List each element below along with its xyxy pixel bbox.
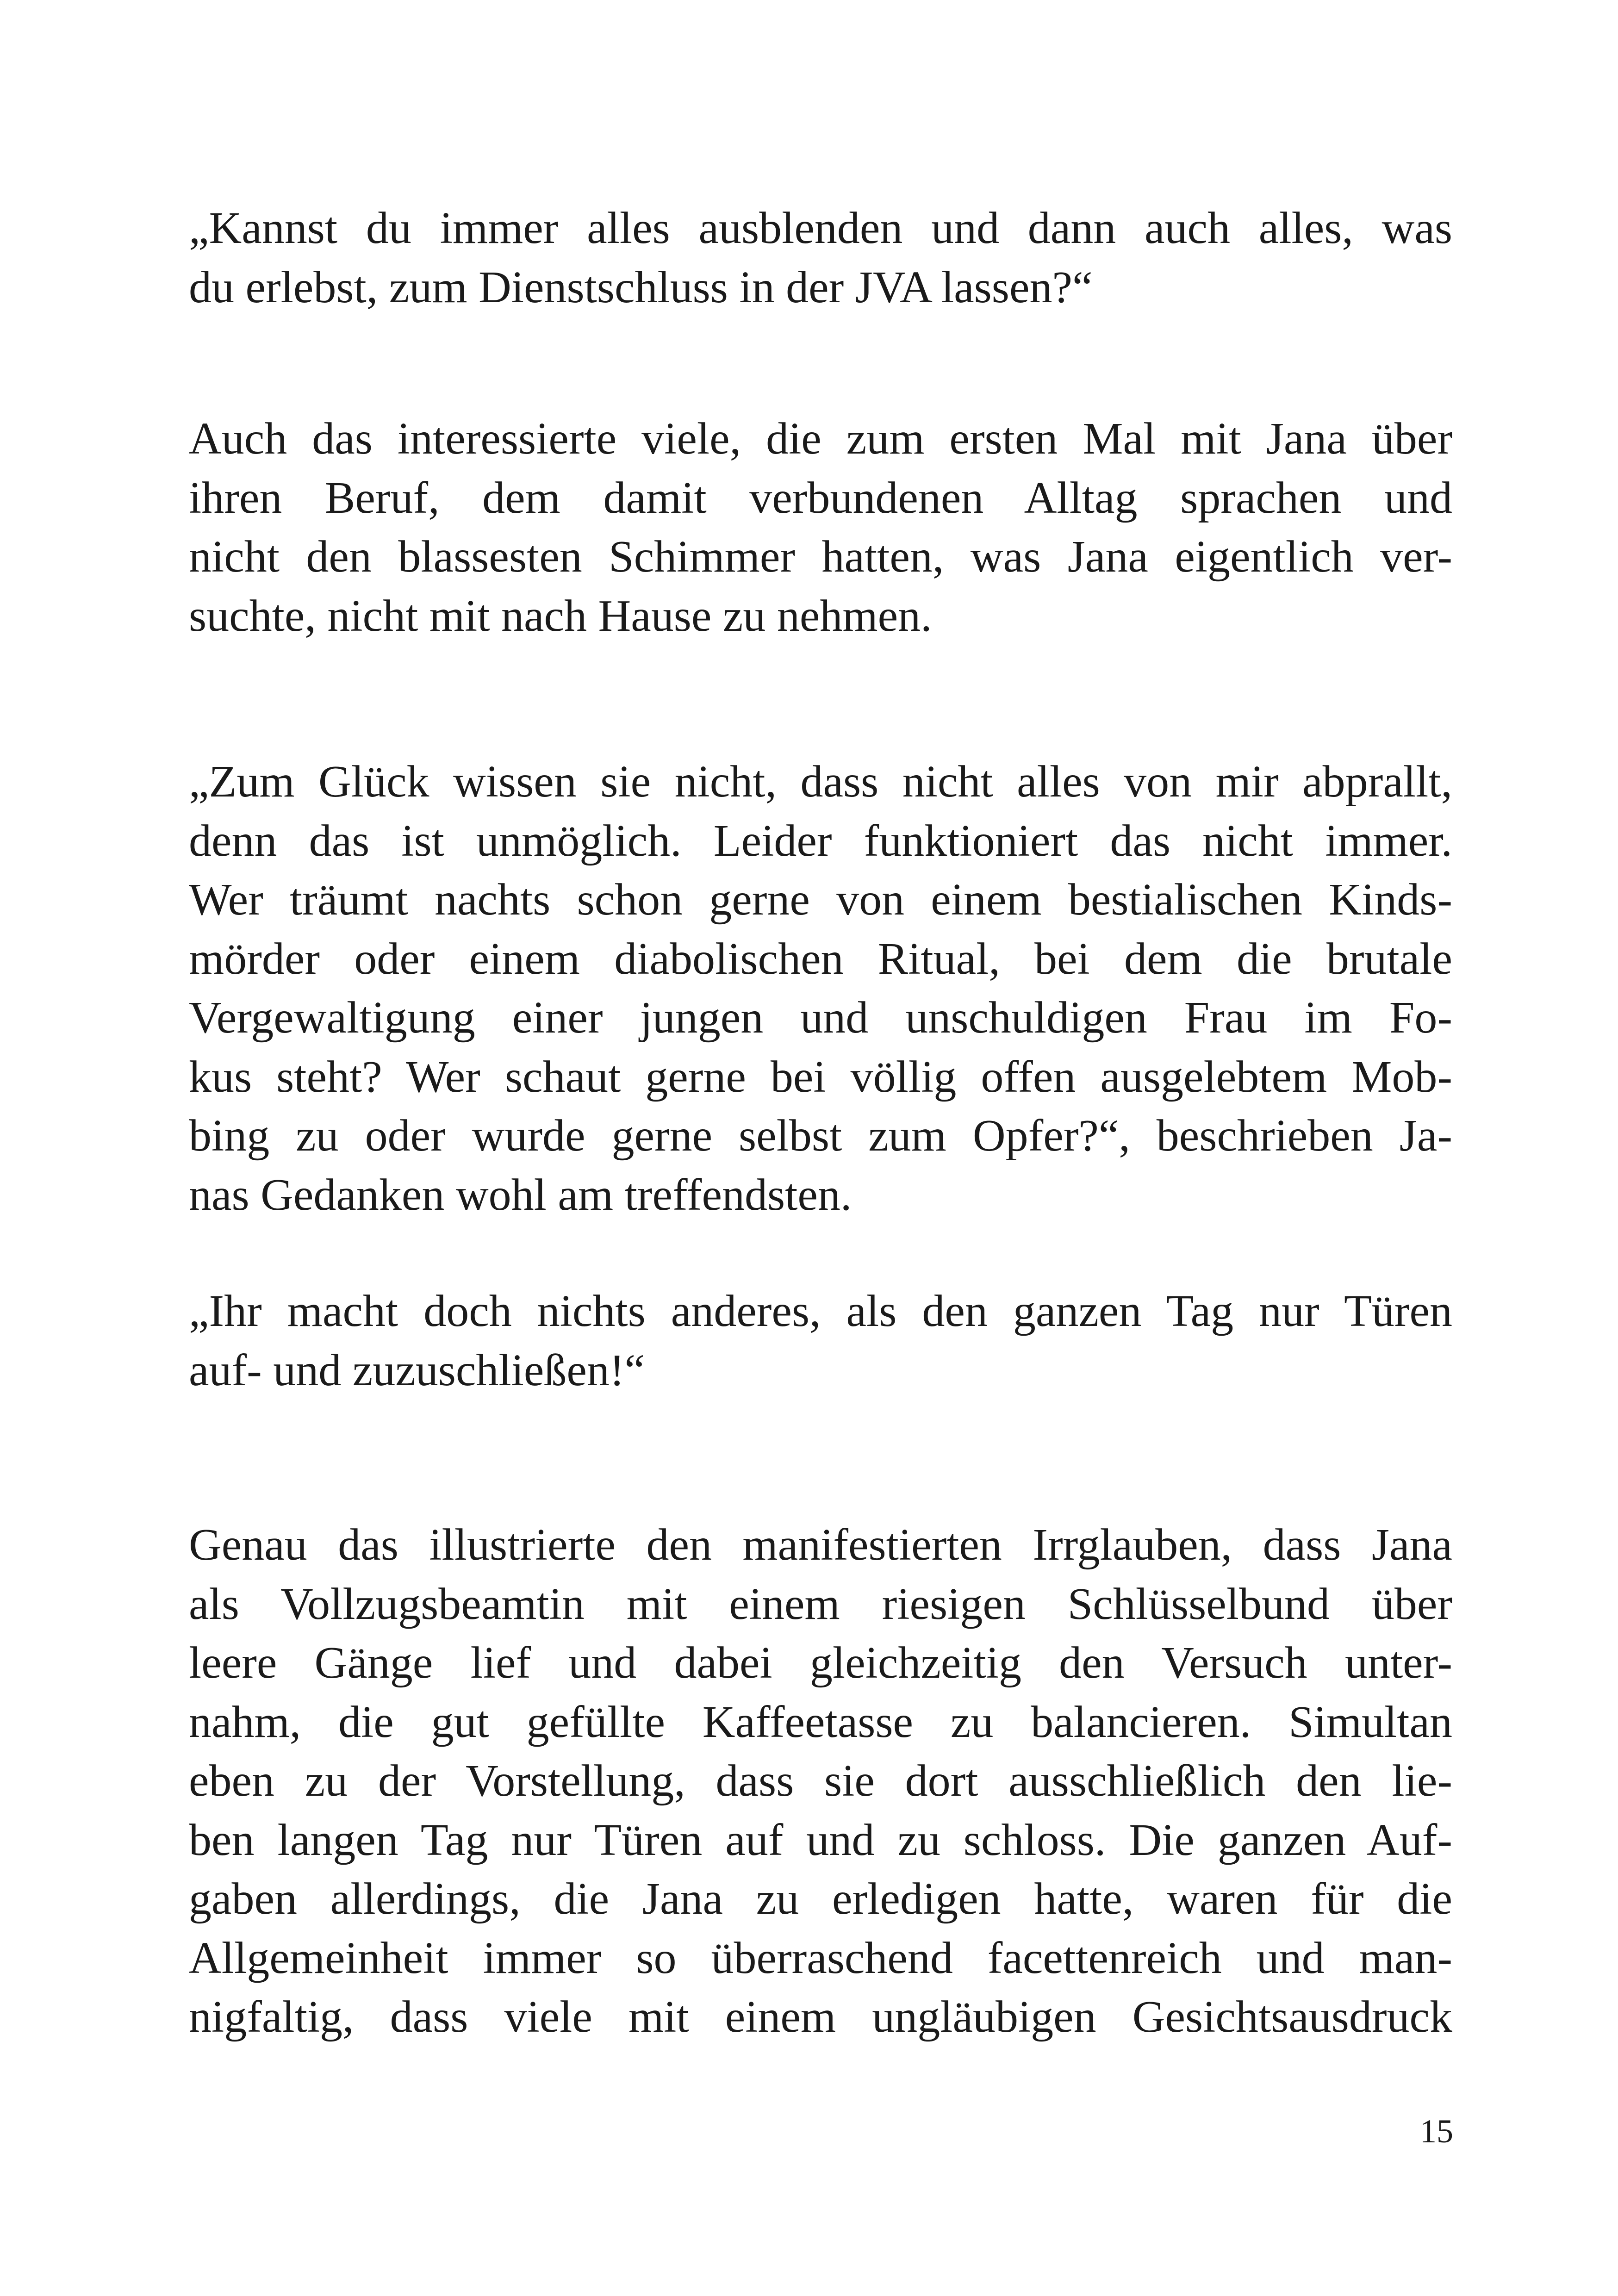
paragraph: [189, 753, 1452, 1225]
text-line: ben langen Tag nur Türen auf und zu schloss. Die ganzen Auf-: [189, 1815, 1452, 1865]
paragraph: [189, 1282, 1452, 1400]
text-line: „Zum Glück wissen sie nicht, dass nicht alles von mir abprallt,: [189, 757, 1452, 807]
paragraph: [189, 199, 1452, 317]
text-line: als Vollzugsbeamtin mit einem riesigen Schlüsselbund über: [189, 1579, 1452, 1629]
text-line: bing zu oder wurde gerne selbst zum Opfer?“, beschrieben Ja-: [189, 1111, 1452, 1161]
text-line: nigfaltig, dass viele mit einem ungläubigen Gesichtsausdruck: [189, 1992, 1452, 2042]
text-line: du erlebst, zum Dienstschluss in der JVA lassen?“: [189, 262, 1093, 312]
text-line: leere Gänge lief und dabei gleichzeitig den Versuch unter-: [189, 1638, 1452, 1688]
text-line: denn das ist unmöglich. Leider funktioniert das nicht immer.: [189, 815, 1452, 866]
text-line: Wer träumt nachts schon gerne von einem bestialischen Kinds-: [189, 875, 1452, 925]
text-line: gaben allerdings, die Jana zu erledigen hatte, waren für die: [189, 1874, 1452, 1924]
text-line: ihren Beruf, dem damit verbundenen Alltag sprachen und: [189, 473, 1452, 523]
text-line: eben zu der Vorstellung, dass sie dort ausschließlich den lie-: [189, 1756, 1452, 1806]
page-number: 15: [1420, 2113, 1453, 2150]
text-line: Auch das interessierte viele, die zum ersten Mal mit Jana über: [189, 414, 1452, 464]
text-line: suchte, nicht mit nach Hause zu nehmen.: [189, 591, 932, 641]
text-line: nahm, die gut gefüllte Kaffeetasse zu balancieren. Simultan: [189, 1697, 1452, 1747]
paragraph: [189, 410, 1452, 646]
text-line: Vergewaltigung einer jungen und unschuldigen Frau im Fo-: [189, 993, 1452, 1043]
text-line: „Kannst du immer alles ausblenden und dann auch alles, was: [189, 203, 1452, 253]
text-line: mörder oder einem diabolischen Ritual, bei dem die brutale: [189, 933, 1452, 984]
paragraph: [189, 1516, 1452, 2047]
text-line: Allgemeinheit immer so überraschend facettenreich und man-: [189, 1933, 1452, 1983]
text-line: nas Gedanken wohl am treffendsten.: [189, 1170, 852, 1220]
text-line: Genau das illustrierte den manifestierten Irrglauben, dass Jana: [189, 1520, 1452, 1570]
text-line: „Ihr macht doch nichts anderes, als den ganzen Tag nur Türen: [189, 1286, 1452, 1336]
text-line: auf- und zuzuschließen!“: [189, 1345, 645, 1395]
text-line: kus steht? Wer schaut gerne bei völlig offen ausgelebtem Mob-: [189, 1052, 1452, 1102]
text-line: nicht den blassesten Schimmer hatten, was Jana eigentlich ver-: [189, 532, 1452, 582]
